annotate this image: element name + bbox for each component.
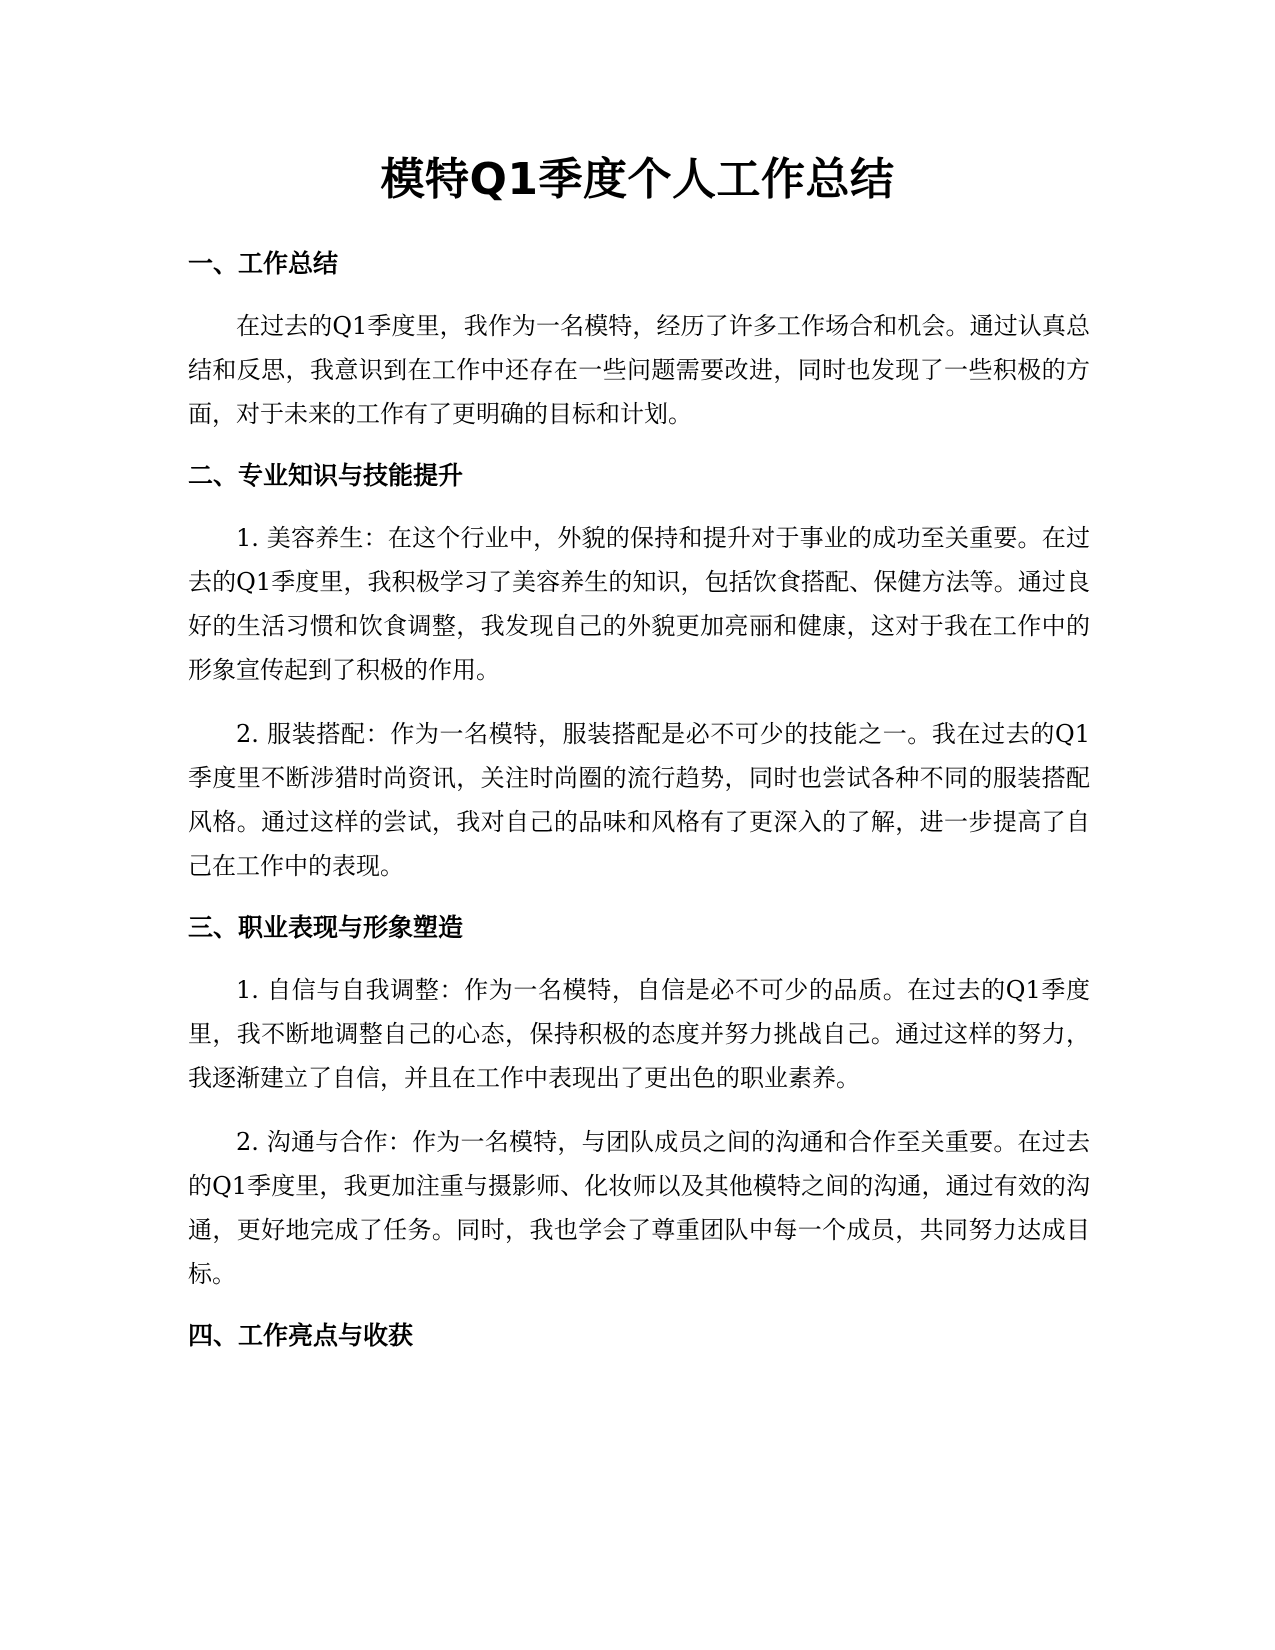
- section-heading: 一、工作总结: [188, 249, 339, 278]
- section-professional-image: [188, 910, 1090, 1296]
- body-paragraph: 1. 自信与自我调整：作为一名模特，自信是必不可少的品质。在过去的Q1季度里，我不断地调整自己的心态，保持积极的态度并努力挑战自己。通过这样的努力，我逐渐建立了自信，并且在工作中表现出了更出色的职业素养。: [188, 976, 1090, 1092]
- document-body: [188, 246, 1090, 1376]
- body-paragraph: 1. 美容养生：在这个行业中，外貌的保持和提升对于事业的成功至关重要。在过去的Q1季度里，我积极学习了美容养生的知识，包括饮食搭配、保健方法等。通过良好的生活习惯和饮食调整，我发现自己的外貌更加亮丽和健康，这对于我在工作中的形象宣传起到了积极的作用。: [188, 524, 1090, 684]
- section-heading: 二、专业知识与技能提升: [188, 461, 464, 490]
- section-skills: [188, 458, 1090, 888]
- section-highlights: [188, 1318, 1090, 1354]
- section-heading: 四、工作亮点与收获: [188, 1321, 414, 1350]
- body-paragraph: 2. 沟通与合作：作为一名模特，与团队成员之间的沟通和合作至关重要。在过去的Q1季度里，我更加注重与摄影师、化妆师以及其他模特之间的沟通，通过有效的沟通，更好地完成了任务。同时，我也学会了尊重团队中每一个成员，共同努力达成目标。: [188, 1128, 1090, 1288]
- body-paragraph: 在过去的Q1季度里，我作为一名模特，经历了许多工作场合和机会。通过认真总结和反思，我意识到在工作中还存在一些问题需要改进，同时也发现了一些积极的方面，对于未来的工作有了更明确的目标和计划。: [188, 312, 1090, 428]
- section-heading: 三、职业表现与形象塑造: [188, 913, 464, 942]
- document-title: 模特Q1季度个人工作总结: [380, 154, 895, 205]
- body-paragraph: 2. 服装搭配：作为一名模特，服装搭配是必不可少的技能之一。我在过去的Q1季度里不断涉猎时尚资讯，关注时尚圈的流行趋势，同时也尝试各种不同的服装搭配风格。通过这样的尝试，我对自己的品味和风格有了更深入的了解，进一步提高了自己在工作中的表现。: [188, 720, 1090, 880]
- section-work-summary: [188, 246, 1090, 436]
